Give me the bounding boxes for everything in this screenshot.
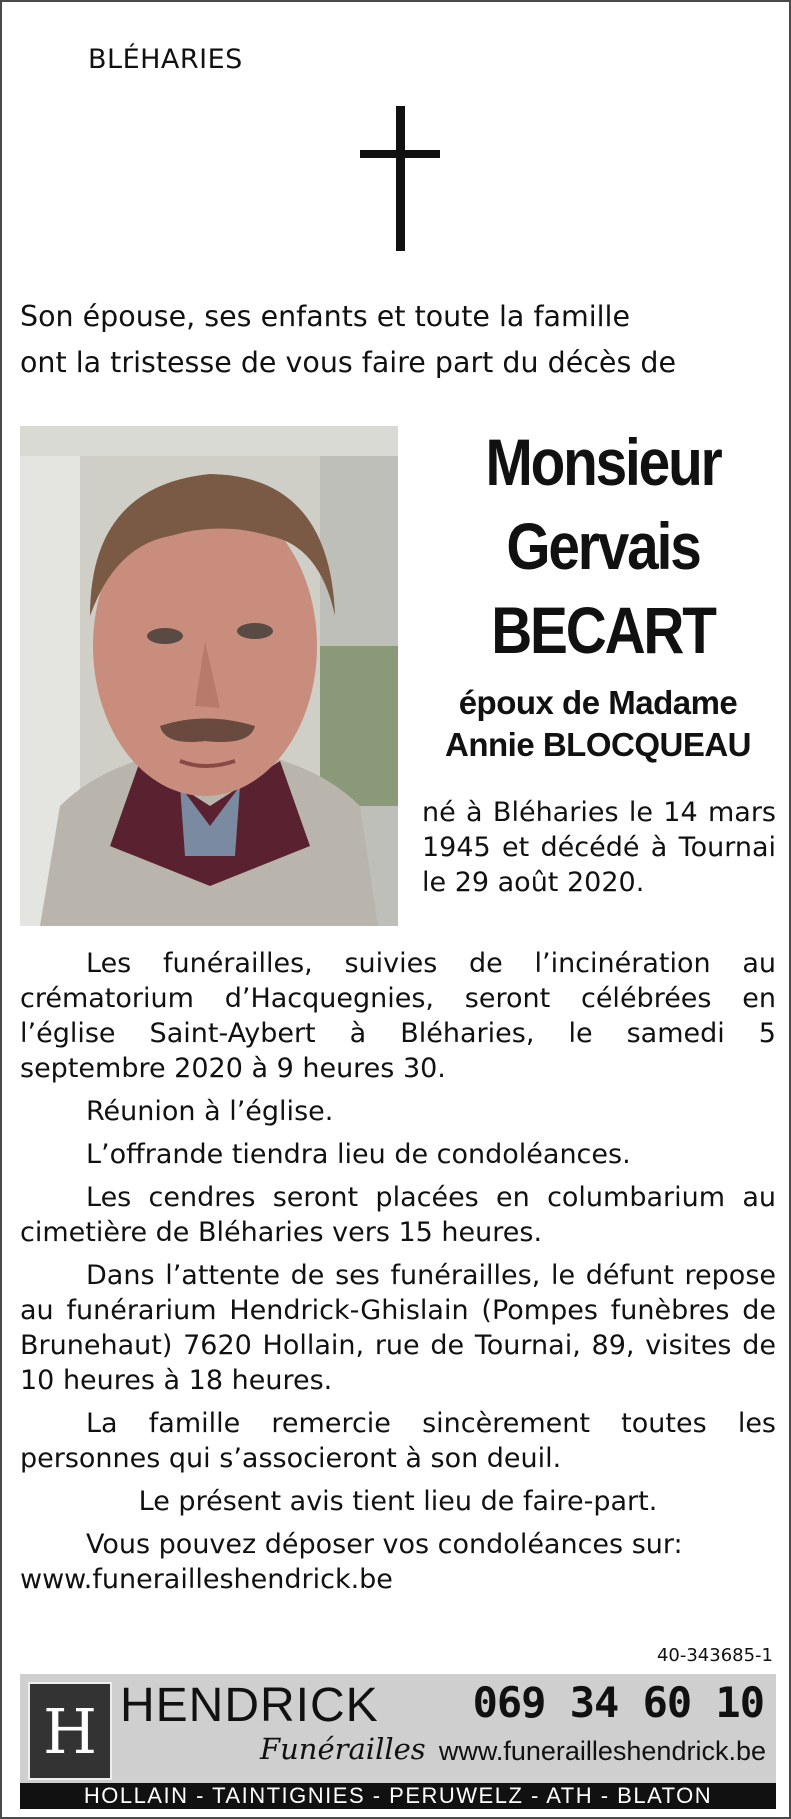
deceased-name	[422, 420, 784, 672]
portrait-illustration	[20, 426, 398, 926]
condolences-paragraph: Vous pouvez déposer vos condoléances sur:	[86, 1529, 683, 1560]
spouse-info	[412, 682, 784, 766]
meeting-paragraph: Réunion à l’église.	[86, 1096, 334, 1127]
funeral-home-locations: HOLLAIN - TAINTIGNIES - PERUWELZ - ATH - BLATON	[20, 1783, 776, 1809]
viewing-paragraph: Dans l’attente de ses funérailles, le défunt repose au funérarium Hendrick-Ghislain (Pompes funèbres de Brunehaut) 7620 Hollain, rue de Tournai, 89, visites de 10 heures à 18 heures.	[20, 1260, 776, 1396]
funeral-paragraph: Les funérailles, suivies de l’incinération au crématorium d’Hacquegnies, seront célébrées en l’église Saint-Aybert à Bléharies, le samedi 5 septembre 2020 à 9 heures 30.	[20, 948, 776, 1084]
intro-line-2: ont la tristesse de vous faire part du décès de	[20, 346, 676, 379]
offering-paragraph: L’offrande tiendra lieu de condoléances.	[86, 1139, 631, 1170]
birth-death-text: né à Bléharies le 14 mars 1945 et décédé à Tournai le 29 août 2020.	[422, 797, 776, 898]
intro-text	[20, 294, 676, 386]
spouse-line-2: Annie BLOCQUEAU	[445, 726, 751, 763]
funeral-home-website[interactable]: www.funerailleshendrick.be	[438, 1736, 766, 1766]
funeral-home-subtitle: Funérailles	[260, 1732, 426, 1766]
town-heading: BLÉHARIES	[88, 44, 243, 75]
funeral-home-phone[interactable]: 069 34 60 10	[472, 1678, 764, 1727]
condolences-url[interactable]: www.funerailleshendrick.be	[20, 1564, 393, 1595]
reference-number: 40-343685-1	[656, 1645, 773, 1666]
funeral-home-logo	[28, 1682, 112, 1780]
thanks-paragraph: La famille remercie sincèrement toutes les personnes qui s’associeront à son deuil.	[20, 1408, 776, 1474]
funeral-home-name: HENDRICK	[120, 1679, 379, 1732]
intro-line-1: Son épouse, ses enfants et toute la famille	[20, 300, 631, 333]
notice-body	[20, 946, 776, 1605]
cross-icon	[360, 106, 440, 251]
notice-paragraph: Le présent avis tient lieu de faire-part.	[138, 1486, 658, 1517]
ashes-paragraph: Les cendres seront placées en columbarium au cimetière de Bléharies vers 15 heures.	[20, 1182, 776, 1248]
name-last: BECART	[491, 593, 715, 667]
logo-letter: H	[42, 1695, 98, 1768]
spouse-line-1: époux de Madame	[458, 684, 738, 721]
portrait-photo	[20, 426, 398, 926]
funeral-home-banner	[20, 1674, 776, 1809]
name-title: Monsieur	[485, 425, 721, 499]
name-first: Gervais	[506, 509, 700, 583]
